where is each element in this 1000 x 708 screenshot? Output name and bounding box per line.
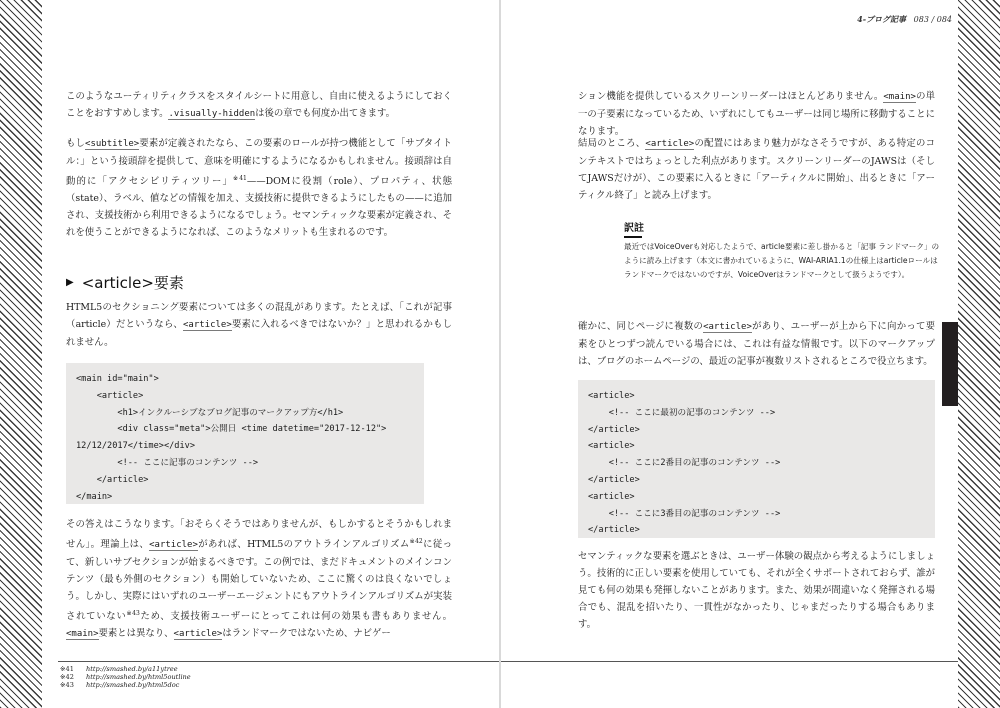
inline-code-article-3: <article>	[173, 629, 223, 640]
translator-note-body: 最近ではVoiceOverも対応したようで、article要素に差し掛かると「記事 ランドマーク」のように読み上げます（本文に書かれているように、WAI-ARIA1.1の仕様上はarticleロールはランドマークではないのですが、VoiceOverはランドマークとして扱うようです）。	[624, 242, 940, 279]
footnote-43	[60, 681, 191, 689]
code-line: <article>	[76, 390, 144, 401]
answer-text-2: があれば、HTML5のアウトラインアルゴリズム	[197, 539, 410, 551]
subtitle-paragraph	[66, 135, 452, 241]
article-text-2: 要素に入れるべきではないか？」と思われるかもしれません。	[66, 319, 452, 348]
code-block-multiple-articles	[578, 380, 935, 538]
multi-text-1: 確かに、同じページに複数の	[578, 321, 704, 332]
footnote-ref-42: ※42	[409, 538, 423, 545]
intro-text-1: このようなユーティリティクラスをスタイルシートに用意し、自由に使えるようにしておくことをおすすめします。	[66, 91, 452, 119]
code-line: <article>	[588, 491, 635, 502]
code-line: </main>	[76, 491, 113, 502]
translator-note-title	[624, 219, 644, 238]
section-heading-article	[66, 272, 184, 293]
footnote-url[interactable]: http://smashed.by/a11ytree	[86, 665, 178, 673]
article-text-1: HTML5のセクショニング要素については多くの混乱があります。たとえば、「これが記事（article）だというなら、	[66, 302, 452, 330]
answer-text-6: はランドマークではないため、ナビゲー	[222, 628, 391, 640]
left-edge-hatching	[0, 0, 42, 708]
inline-code-subtitle: <subtitle>	[85, 139, 140, 149]
code-line: <!-- ここに2番目の記事のコンテンツ -->	[588, 458, 781, 469]
footnote-url[interactable]: http://smashed.by/html5doc	[86, 681, 180, 689]
right-edge-hatching	[958, 0, 1000, 708]
code-line: </article>	[588, 474, 640, 485]
running-header	[857, 14, 952, 25]
code-line: <!-- ここに記事のコンテンツ -->	[76, 457, 259, 468]
answer-text-1: その答えはこうなります。「おそらくそうではありませんが、もしかするとそうかもしれません」。理論上は、	[66, 519, 452, 551]
intro-text-2: は後の章でも何度か出てきます。	[255, 108, 396, 119]
left-page	[42, 0, 499, 708]
subtitle-text-1: もし	[66, 138, 86, 149]
answer-text-5: 要素とは異なり、	[98, 628, 174, 640]
conclusion-text-1: 結局のところ、	[578, 138, 646, 149]
code-line: <!-- ここに3番目の記事のコンテンツ -->	[588, 508, 781, 519]
footnotes	[60, 665, 191, 689]
header-page-numbers: 083 / 084	[913, 15, 952, 24]
final-text: セマンティックな要素を選ぶときは、ユーザー体験の観点から考えるようにしましょう。技術的に正しい要素を使用していても、それが全くサポートされておらず、誰が見ても何の効果も発揮しないことがあります。また、効果が間違いなく発揮される場合でも、混乱を招いたり、一貫性がなかったり、じゃまだったりする場合もあります。	[578, 551, 935, 630]
answer-paragraph	[66, 516, 452, 643]
footnote-url[interactable]: http://smashed.by/html5outline	[86, 673, 191, 681]
right-page	[501, 0, 958, 708]
code-line: 12/12/2017</time></div>	[76, 441, 195, 452]
header-section: 4-ブログ記事	[857, 14, 907, 24]
chapter-thumb-tab	[942, 322, 958, 406]
heading-triangle-icon: ▶	[66, 277, 74, 288]
footnote-mark: ※41	[60, 665, 74, 673]
conclusion-text-2: の配置にはあまり魅力がなさそうですが、ある特定のコンテキストではちょっとした利点があります。スクリーンリーダーのJAWSは（そしてJAWSだけが）、この要素に入るときに「アーティクルに開始」、出るときに「アーティクル終了」と読み上げます。	[578, 138, 935, 201]
code-line: </article>	[588, 424, 640, 435]
code-line: <article>	[588, 441, 635, 452]
continued-text-1: ション機能を提供しているスクリーンリーダーはほとんどありません。	[578, 91, 884, 102]
footnote-mark: ※43	[60, 681, 74, 689]
final-paragraph	[578, 548, 935, 633]
inline-code-visually-hidden: .visually-hidden	[168, 109, 256, 119]
inline-code-article-4: <article>	[645, 139, 695, 149]
footnote-42	[60, 673, 191, 681]
code-block-main-article	[66, 363, 424, 504]
heading-text: <article>要素	[81, 274, 184, 292]
code-line: <article>	[588, 391, 635, 401]
code-line: <h1>インクルーシブなブログ記事のマークアップ方</h1>	[76, 407, 344, 418]
subtitle-text-2: 要素が定義されたなら、この要素のロールが持つ機能として「サブタイトル：」という接頭辞を提供して、意味を明確にするようになるかもしれません。接頭辞は自動的に「アクセシビリティツリー」	[66, 138, 452, 188]
footnote-ref-41: ※41	[233, 175, 247, 182]
code-line: <main id="main">	[76, 374, 159, 384]
inline-code-article: <article>	[183, 320, 232, 330]
code-line: </article>	[588, 525, 640, 536]
answer-text-4: ため、支援技術ユーザーにとってこれは何の効果も書もありません。	[139, 611, 452, 623]
note-title-text: 訳註	[624, 223, 644, 234]
code-line: <!-- ここに最初の記事のコンテンツ -->	[588, 407, 776, 418]
subtitle-text-3: ——DOMに役割（role）、プロパティ、状態（state）、ラベル、値などの情報を加え、支援技術に提供できるようにしたもの——に追加され、支援技術から利用できるようになるでしょう。セマンティックな要素が定義され、それを使うことができるようになれば、このようなメリットも生まれるのです。	[66, 176, 453, 239]
inline-code-main-2: <main>	[883, 92, 916, 102]
multi-article-paragraph	[578, 318, 935, 370]
continued-paragraph	[578, 88, 935, 140]
inline-code-article-5: <article>	[703, 322, 752, 332]
article-paragraph	[66, 299, 452, 351]
note-title-underline	[624, 236, 642, 238]
footnote-ref-43: ※43	[126, 610, 140, 618]
inline-code-main: <main>	[66, 629, 99, 640]
code-line: </article>	[76, 474, 149, 485]
inline-code-article-2: <article>	[149, 540, 198, 551]
intro-paragraph	[66, 88, 452, 123]
multi-text-2: があり、ユーザーが上から下に向かって要素をひとつずつ読んでいる場合には、これは有益な情報です。以下のマークアップは、ブログのホームページの、最近の記事が複数リストされるところで役立ちます。	[578, 321, 935, 367]
conclusion-paragraph	[578, 135, 935, 204]
continued-text-2: の単一の子要素になっているため、いずれにしてもユーザーは同じ場所に移動することになります。	[578, 91, 935, 137]
footnote-mark: ※42	[60, 673, 74, 681]
footnote-rule-left	[58, 661, 499, 662]
code-line: <div class="meta">公開日 <time datetime="2017-12-12">	[76, 424, 387, 435]
footnote-41	[60, 665, 191, 673]
answer-text-3: に従って、新しいサブセクションが始まるべきです。この例では、まだドキュメントのメインコンテンツ（最も外側のセクション）も開始していないため、ここに驚くのは良くないでしょう。しかし、実際にはいずれのユーザーエージェントにもアウトラインアルゴリズムが実装されていない	[66, 539, 452, 623]
